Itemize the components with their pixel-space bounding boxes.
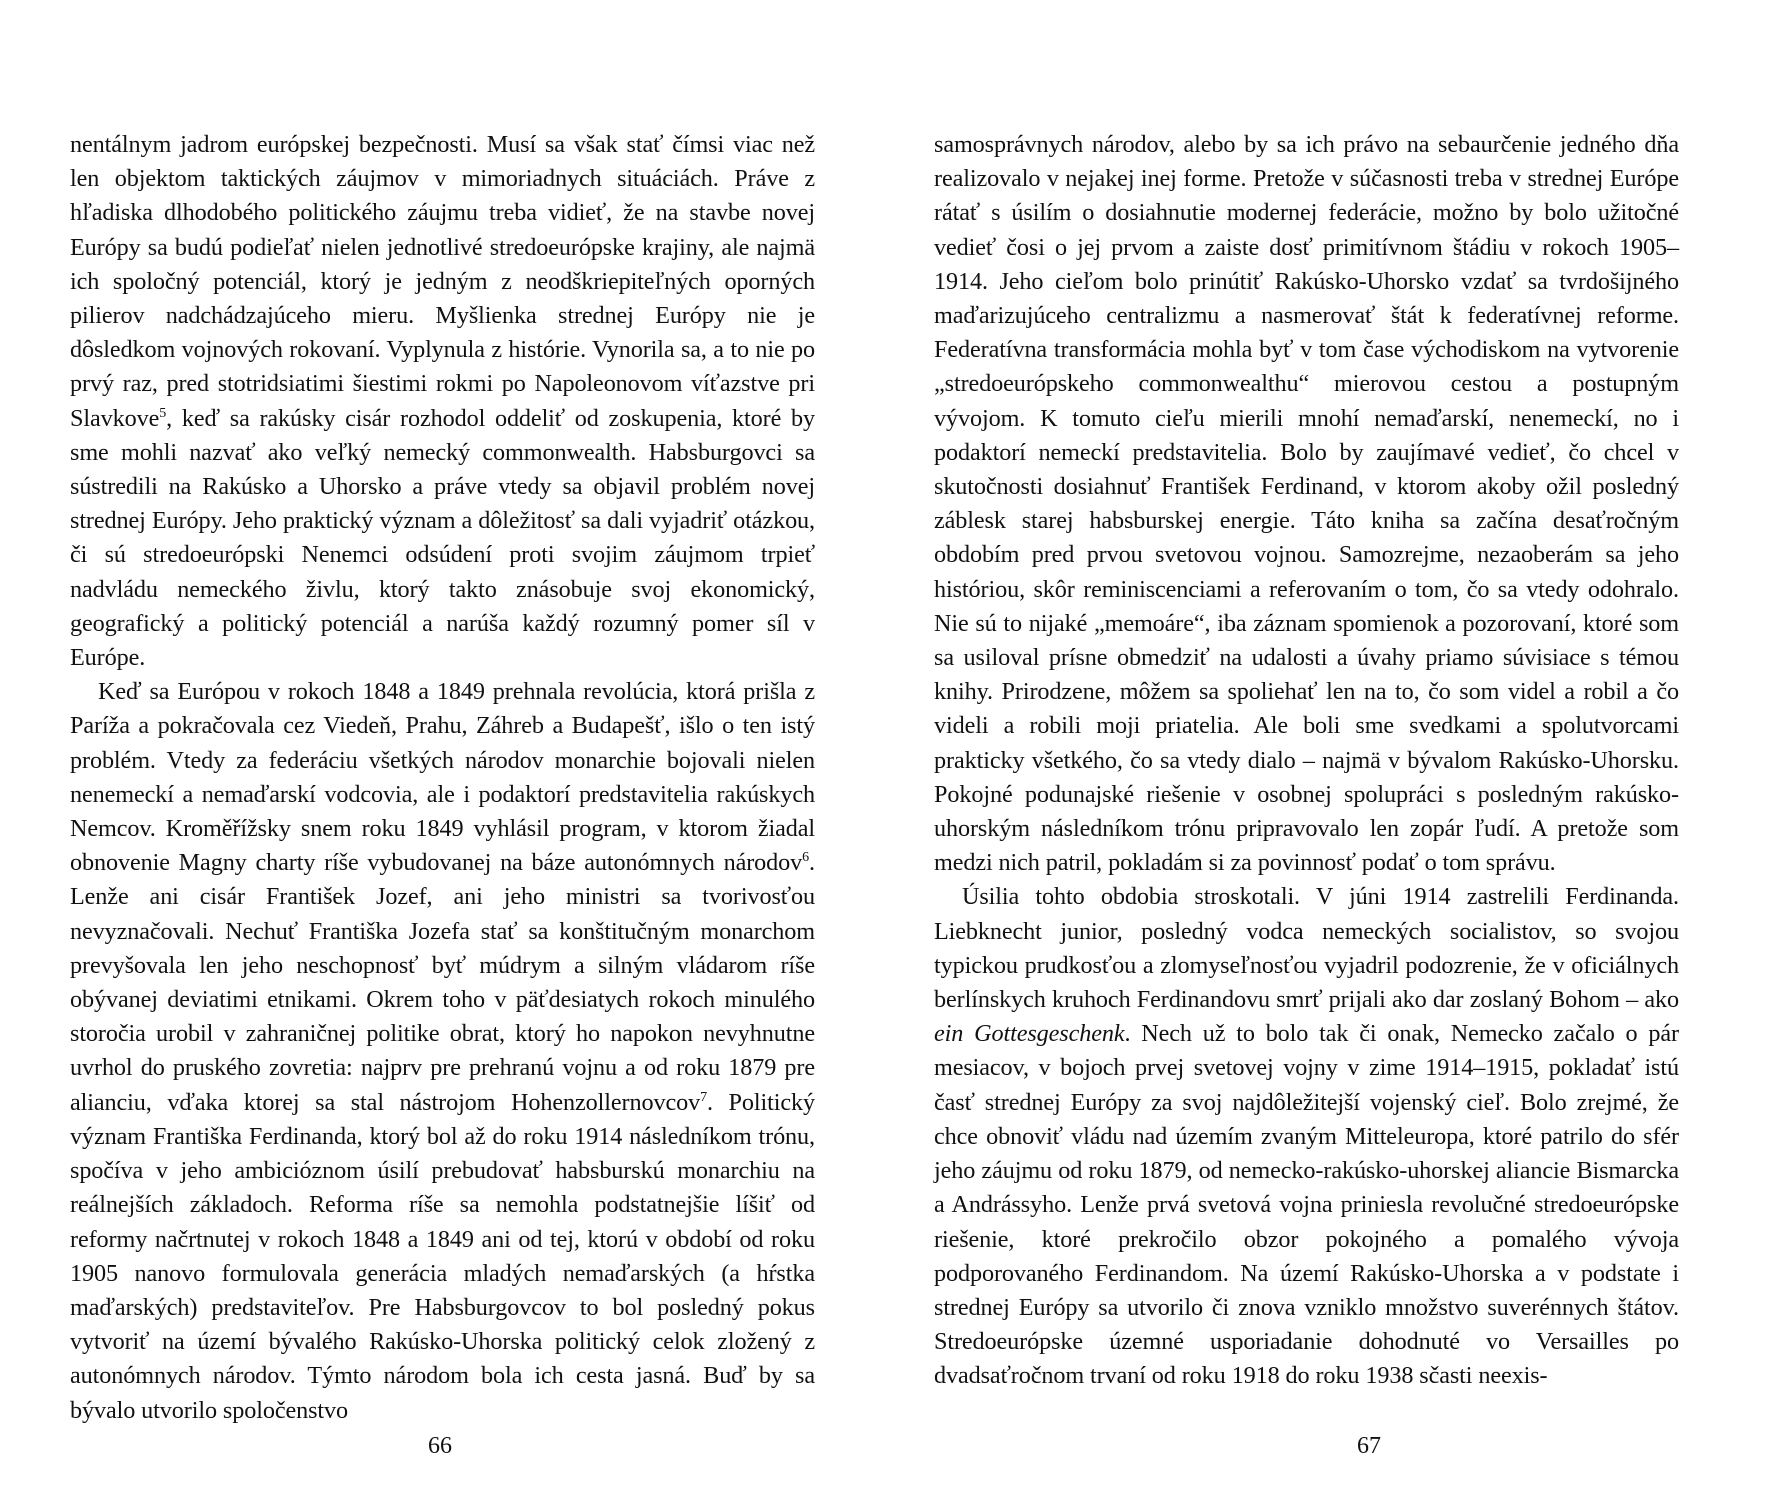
footnote-ref: 7 [700, 1089, 707, 1105]
right-paragraph-1: samosprávnych národov, alebo by sa ich právo na sebaurčenie jedného dňa realizovalo v nejakej inej forme. Pretože v súčasnosti treba v strednej Európe rátať s úsilím o dosiahnutie modernej federácie, možno by bolo užitočné vedieť čosi o jej prvom a zaiste dosť primitívnom štádiu v rokoch 1905–1914. Jeho cieľom bolo prinútiť Rakúsko-Uhorsko vzdať sa tvrdošijného maďarizujúceho centralizmu a nasmerovať štát k federatívnej reforme. Federatívna transformácia mohla byť v tom čase východiskom na vytvorenie „stredoeurópskeho commonwealthu“ mierovou cestou a postupným vývojom. K tomuto cieľu mierili mnohí nemaďarskí, nenemeckí, no i podaktorí nemeckí predstavitelia. Bolo by zaujímavé vedieť, čo chcel v skutočnosti dosiahnuť František Ferdinand, v ktorom akoby ožil posledný záblesk starej habsburskej energie. Táto kniha sa začína desaťročným obdobím pred prvou svetovou vojnou. Samozrejme, nezaoberám sa jeho históriou, skôr reminiscenciami a referovaním o tom, čo sa vtedy odohralo. Nie sú to nijaké „memoáre“, iba záznam spomienok a pozorovaní, ktoré som sa usiloval prísne obmedziť na udalosti a úvahy priamo súvisiace s témou knihy. Prirodzene, môžem sa spoliehať len na to, čo som videl a robil a čo videli a robili moji priatelia. Ale boli sme svedkami a spolutvorcami prakticky všetkého, čo sa vtedy dialo – najmä v bývalom Rakúsko-Uhorsku. Pokojné podunajské riešenie v osobnej spolupráci s posledným rakúsko-uhorským následníkom trónu pripravovalo len zopár ľudí. A pretože som medzi nich patril, pokladám si za povinnosť podať o tom správu. [934, 131, 1679, 877]
page-number: 67 [1357, 1433, 1381, 1459]
footnote-ref: 5 [159, 405, 167, 421]
right-page [889, 0, 1778, 1500]
right-page-text [934, 128, 1679, 1394]
left-page-text [70, 128, 815, 1428]
left-paragraph-2-middle: . Lenže ani cisár František Jozef, ani jeho ministri sa tvorivosťou nevyznačovali. Nechuť Františka Jozefa stať sa konštitučným monarchom prevyšovala len jeho neschopnosť byť múdrym a silným vládarom ríše obývanej deviatimi etnikami. Okrem toho v päťdesiatych rokoch minulého storočia urobil v zahraničnej politike obrat, ktorý ho napokon nevyhnutne uvrhol do pruského zovretia: najprv pre prehranú vojnu a od roku 1879 pre alianciu, vďaka ktorej sa stal nástrojom Hohenzollernovcov [70, 849, 815, 1116]
right-paragraph-2 [934, 880, 1679, 1393]
italic-phrase: ein Gottesgeschenk [934, 1020, 1125, 1048]
left-paragraph-1-rest: , keď sa rakúsky cisár rozhodol oddeliť od zoskupenia, ktoré by sme mohli nazvať ako veľký nemecký commonwealth. Habsburgovci sa sústredili na Rakúsko a Uhorsko a práve vtedy sa objavil problém novej strednej Európy. Jeho praktický význam a dôležitosť sa dali vyjadriť otázkou, či sú stredoeurópski Nenemci odsúdení proti svojim záujmom trpieť nadvládu nemeckého živlu, ktorý takto znásobuje svoj ekonomický, geografický a politický potenciál a narúša každý rozumný pomer síl v Európe. [70, 404, 815, 672]
left-paragraph-1-text: nentálnym jadrom európskej bezpečnosti. Musí sa však stať čímsi viac než len objektom taktických záujmov v mimoriadnych situáciách. Práve z hľadiska dlhodobého politického záujmu treba vidieť, že na stavbe novej Európy sa budú podieľať nielen jednotlivé stredoeurópske krajiny, ale najmä ich spoločný potenciál, ktorý je jedným z neodškriepiteľných oporných pilierov nadchádzajúceho mieru. Myšlienka strednej Európy nie je dôsledkom vojnových rokovaní. Vyplynula z histórie. Vynorila sa, a to nie po prvý raz, pred stotridsiatimi šiestimi rokmi po Napoleonovom víťazstve pri Slavkove [70, 131, 815, 432]
left-paragraph-2-text: Keď sa Európou v rokoch 1848 a 1849 prehnala revolúcia, ktorá prišla z Paríža a pokračovala cez Viedeň, Prahu, Záhreb a Budapešť, išlo o ten istý problém. Vtedy za federáciu všetkých národov monarchie bojovali nielen nenemeckí a nemaďarskí vodcovia, ale i podaktorí predstavitelia rakúskych Nemcov. Kroměřížsky snem roku 1849 vyhlásil program, v ktorom žiadal obnovenie Magny charty ríše vybudovanej na báze autonómnych národov [70, 678, 815, 877]
left-paragraph-1 [70, 128, 815, 675]
right-paragraph-2-text: Úsilia tohto obdobia stroskotali. V júni 1914 zastrelili Ferdinanda. Liebknecht junior, posledný vodca nemeckých socialistov, so svojou typickou prudkosťou a zlomyseľnosťou vyjadril podozrenie, že v oficiálnych berlínskych kruhoch Ferdinandovu smrť prijali ako dar zoslaný Bohom – ako [934, 883, 1679, 1014]
page-number: 66 [428, 1433, 452, 1459]
right-paragraph-2-rest: . Nech už to bolo tak či onak, Nemecko začalo o pár mesiacov, v bojoch prvej svetovej vojny v zime 1914–1915, pokladať istú časť strednej Európy za svoj najdôležitejší vojenský cieľ. Bolo zrejmé, že chce obnoviť vládu nad územím zvaným Mitteleuropa, ktoré patrilo do sfér jeho záujmu od roku 1879, od nemecko-rakúsko-uhorskej aliancie Bismarcka a Andrássyho. Lenže prvá svetová vojna priniesla revolučné stredoeurópske riešenie, ktoré prekročilo obzor pokojného a pomalého vývoja podporovaného Ferdinandom. Na území Rakúsko-Uhorska a v podstate i strednej Európy sa utvorilo či znova vzniklo množstvo suverénnych štátov. Stredoeurópske územné usporiadanie dohodnuté vo Versailles po dvadsaťročnom trvaní od roku 1918 do roku 1938 sčasti neexis- [934, 1020, 1679, 1390]
footnote-ref: 6 [802, 850, 810, 866]
left-paragraph-2-rest: . Politický význam Františka Ferdinanda, ktorý bol až do roku 1914 následníkom trónu, spočíva v jeho ambicióznom úsilí prebudovať habsburskú monarchiu na reálnejších základoch. Reforma ríše sa nemohla podstatnejšie líšiť od reformy načrtnutej v rokoch 1848 a 1849 ani od tej, ktorú v období od roku 1905 nanovo formulovala generácia mladých nemaďarských (a hŕstka maďarských) predstaviteľov. Pre Habsburgovcov to bol posledný pokus vytvoriť na území bývalého Rakúsko-Uhorska politický celok zložený z autonómnych národov. Týmto národom bola ich cesta jasná. Buď by sa bývalo utvorilo spoločenstvo [70, 1088, 816, 1424]
left-paragraph-2 [70, 675, 815, 1427]
